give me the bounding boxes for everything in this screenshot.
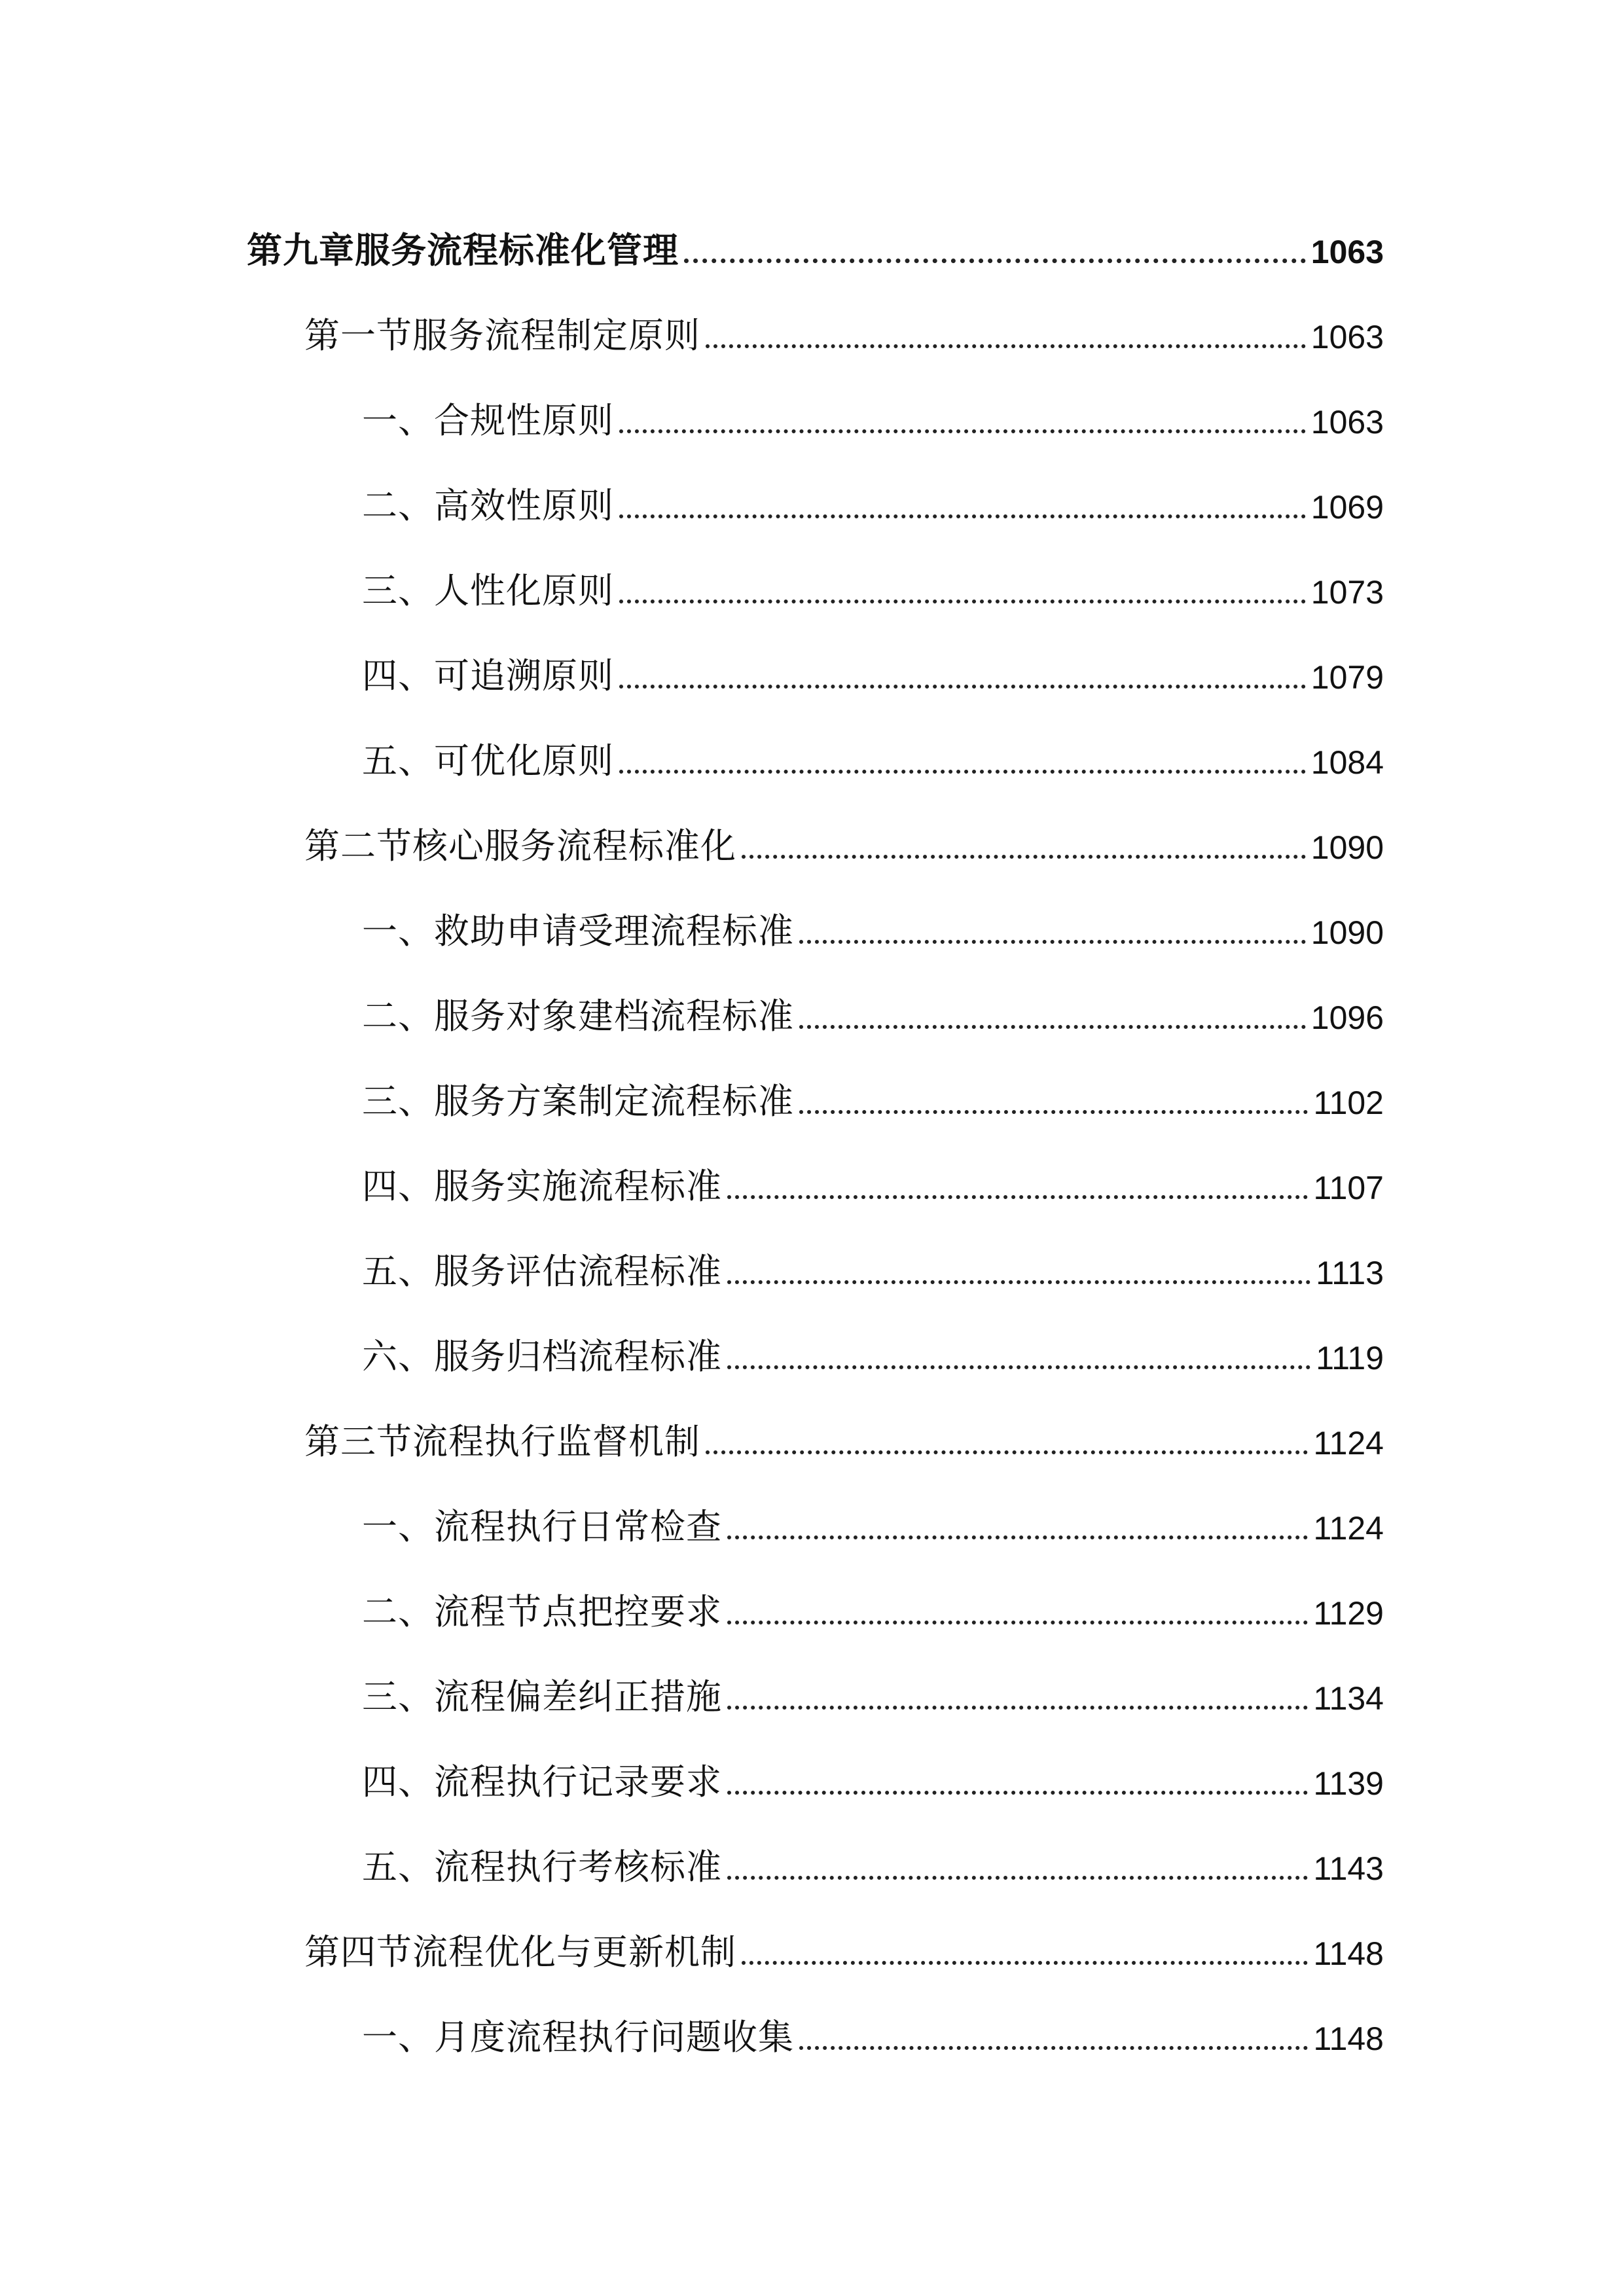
- toc-entry-page: 1073: [1310, 574, 1384, 611]
- toc-entry-page: 1079: [1310, 659, 1384, 696]
- dot-leader: [706, 1450, 1308, 1454]
- toc-entry-page: 1084: [1310, 744, 1384, 781]
- toc-entry-page: 1063: [1310, 404, 1384, 440]
- dot-leader: [727, 1535, 1308, 1539]
- dot-leader: [619, 685, 1306, 689]
- toc-entry-title: 三、流程偏差纠正措施: [362, 1676, 722, 1717]
- dot-leader: [727, 1365, 1310, 1369]
- toc-entry-page: 1113: [1316, 1255, 1384, 1291]
- toc-entry-page: 1119: [1316, 1340, 1384, 1376]
- toc-entry-page: 1129: [1313, 1595, 1384, 1632]
- toc-entry-item[interactable]: [362, 1230, 1384, 1292]
- toc-entry-item[interactable]: [362, 1656, 1384, 1715]
- dot-leader: [742, 855, 1306, 859]
- toc-entry-section-4[interactable]: [304, 1911, 1384, 1973]
- dot-leader: [619, 514, 1306, 518]
- toc-entry-page: 1069: [1310, 489, 1384, 526]
- toc-entry-item[interactable]: [362, 720, 1384, 779]
- toc-entry-item[interactable]: [362, 465, 1384, 524]
- toc-entry-item[interactable]: [362, 380, 1384, 439]
- toc-entry-page: 1090: [1310, 829, 1384, 866]
- toc-entry-page: 1063: [1310, 319, 1384, 355]
- dot-leader: [727, 1195, 1308, 1199]
- toc-entry-page: 1148: [1313, 2020, 1384, 2057]
- toc-entry-page: 1139: [1313, 1765, 1384, 1802]
- dot-leader: [619, 429, 1306, 433]
- toc-entry-title: 五、服务评估流程标准: [362, 1251, 722, 1292]
- toc-entry-title: 四、服务实施流程标准: [362, 1166, 722, 1207]
- dot-leader: [799, 1025, 1306, 1029]
- dot-leader: [799, 940, 1306, 944]
- toc-entry-title: 二、流程节点把控要求: [362, 1591, 722, 1632]
- toc-entry-item[interactable]: [362, 1741, 1384, 1803]
- dot-leader: [799, 2046, 1308, 2050]
- toc-entry-title: 二、高效性原则: [362, 485, 614, 526]
- toc-entry-page: 1148: [1313, 1935, 1384, 1972]
- toc-entry-page: 1143: [1313, 1850, 1384, 1887]
- toc-entry-section-3[interactable]: [304, 1401, 1384, 1460]
- toc-entry-item[interactable]: [362, 1060, 1384, 1122]
- dot-leader: [727, 1621, 1308, 1624]
- toc-entry-title: 第九章服务流程标准化管理: [247, 230, 679, 271]
- toc-entry-title: 第二节核心服务流程标准化: [304, 825, 736, 867]
- toc-entry-item[interactable]: [362, 1996, 1384, 2058]
- toc-entry-title: 一、合规性原则: [362, 400, 614, 441]
- toc-entry-title: 五、可优化原则: [362, 740, 614, 781]
- toc-entry-item[interactable]: [362, 1826, 1384, 1888]
- toc-entry-title: 三、服务方案制定流程标准: [362, 1081, 794, 1122]
- toc-entry-title: 一、流程执行日常检查: [362, 1506, 722, 1547]
- toc-entry-section-2[interactable]: [304, 805, 1384, 867]
- dot-leader: [619, 770, 1306, 774]
- toc-entry-page: 1124: [1313, 1510, 1384, 1547]
- toc-entry-title: 二、服务对象建档流程标准: [362, 996, 794, 1037]
- toc-entry-page: 1134: [1313, 1680, 1384, 1717]
- toc-entry-item[interactable]: [362, 1486, 1384, 1545]
- dot-leader: [727, 1280, 1310, 1284]
- dot-leader: [706, 344, 1306, 348]
- toc-entry-title: 三、人性化原则: [362, 570, 614, 611]
- toc-entry-page: 1096: [1310, 999, 1384, 1036]
- toc-entry-title: 第三节流程执行监督机制: [304, 1421, 700, 1462]
- toc-entry-title: 第一节服务流程制定原则: [304, 315, 700, 356]
- toc-entry-item[interactable]: [362, 1571, 1384, 1630]
- toc-entry-title: 四、流程执行记录要求: [362, 1761, 722, 1803]
- toc-entry-page: 1102: [1313, 1085, 1384, 1121]
- dot-leader: [727, 1876, 1308, 1880]
- dot-leader: [727, 1791, 1308, 1795]
- toc-entry-item[interactable]: [362, 1145, 1384, 1207]
- dot-leader: [742, 1961, 1308, 1965]
- dot-leader: [727, 1706, 1308, 1710]
- toc-entry-item[interactable]: [362, 635, 1384, 694]
- toc-entry-title: 六、服务归档流程标准: [362, 1336, 722, 1377]
- toc-entry-item[interactable]: [362, 1316, 1384, 1377]
- toc-entry-page: 1107: [1313, 1170, 1384, 1206]
- dot-leader: [619, 600, 1306, 603]
- toc-entry-title: 一、救助申请受理流程标准: [362, 910, 794, 952]
- toc-entry-title: 第四节流程优化与更新机制: [304, 1931, 736, 1973]
- toc-entry-item[interactable]: [362, 975, 1384, 1037]
- toc-entry-page: 1063: [1310, 234, 1384, 270]
- toc-entry-page: 1090: [1310, 914, 1384, 951]
- toc-entry-page: 1124: [1313, 1425, 1384, 1462]
- dot-leader: [799, 1110, 1308, 1114]
- toc-entry-item[interactable]: [362, 550, 1384, 609]
- toc-entry-chapter-9[interactable]: [247, 209, 1384, 271]
- toc-entry-title: 四、可追溯原则: [362, 655, 614, 696]
- toc-entry-title: 一、月度流程执行问题收集: [362, 2017, 794, 2058]
- dot-leader: [684, 259, 1306, 263]
- toc-entry-item[interactable]: [362, 890, 1384, 952]
- toc-entry-section-1[interactable]: [304, 295, 1384, 356]
- toc-entry-title: 五、流程执行考核标准: [362, 1846, 722, 1888]
